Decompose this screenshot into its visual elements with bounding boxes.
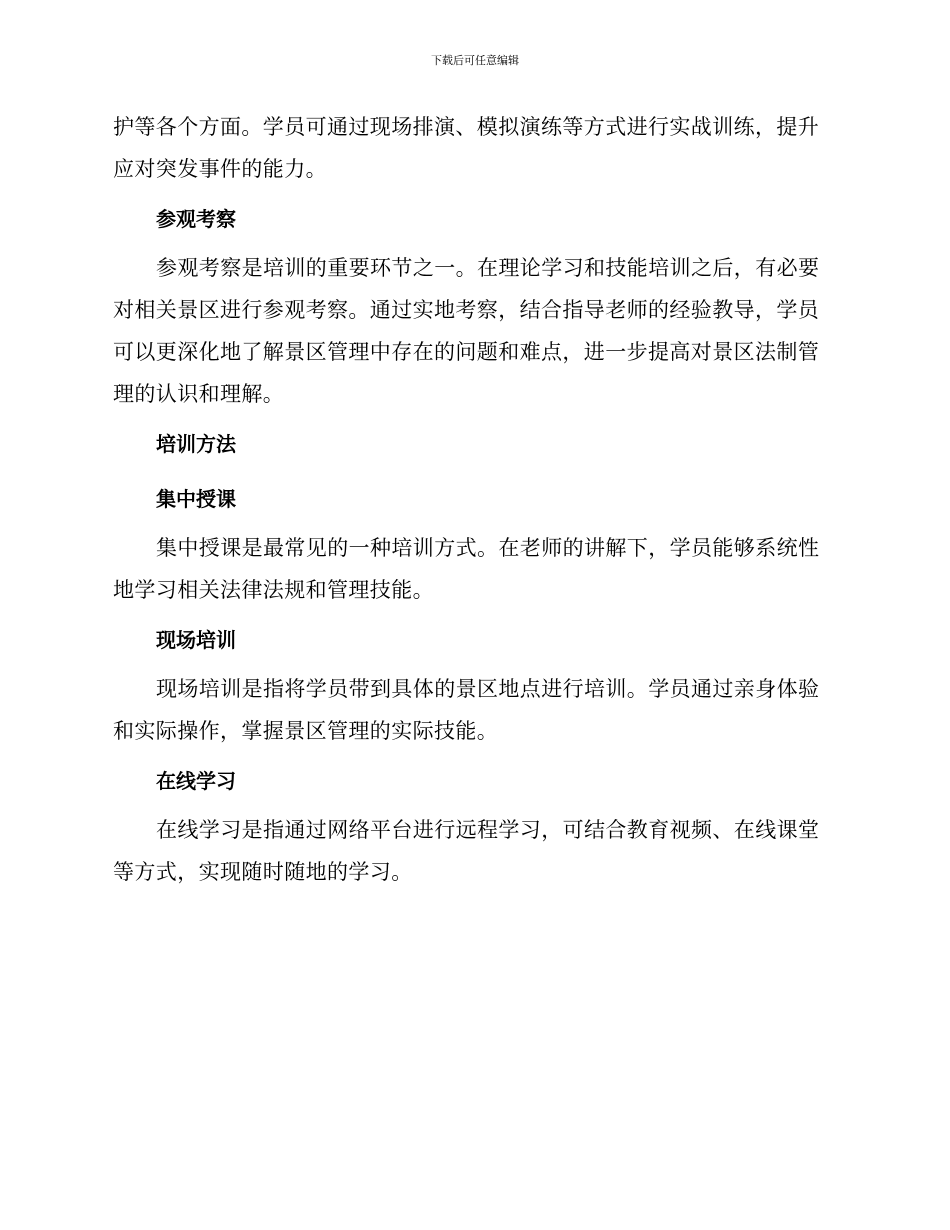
heading-onsite-training: 现场培训 xyxy=(156,628,236,652)
paragraph-site-visit: 参观考察是培训的重要环节之一。在理论学习和技能培训之后，有必要对相关景区进行参观考察。通过实地考察，结合指导老师的经验教导，学员可以更深化地了解景区管理中存在的问题和难点，进一步提高对景区法制管理的认识和理解。 xyxy=(113,256,820,406)
paragraph-centralized-lecture: 集中授课是最常见的一种培训方式。在老师的讲解下，学员能够系统性地学习相关法律法规和管理技能。 xyxy=(113,536,820,602)
heading-online-learning: 在线学习 xyxy=(156,769,236,793)
document-body xyxy=(113,106,830,893)
paragraph-online-learning: 在线学习是指通过网络平台进行远程学习，可结合教育视频、在线课堂等方式，实现随时随地的学习。 xyxy=(113,818,820,884)
paragraph-onsite-training: 现场培训是指将学员带到具体的景区地点进行培训。学员通过亲身体验和实际操作，掌握景区管理的实际技能。 xyxy=(113,677,820,743)
page-header: 下载后可任意编辑 xyxy=(431,54,519,67)
heading-training-methods: 培训方法 xyxy=(156,432,236,456)
heading-centralized-lecture: 集中授课 xyxy=(156,487,236,511)
paragraph-continuation: 护等各个方面。学员可通过现场排演、模拟演练等方式进行实战训练，提升应对突发事件的能力。 xyxy=(113,115,820,181)
heading-site-visit: 参观考察 xyxy=(156,207,236,231)
